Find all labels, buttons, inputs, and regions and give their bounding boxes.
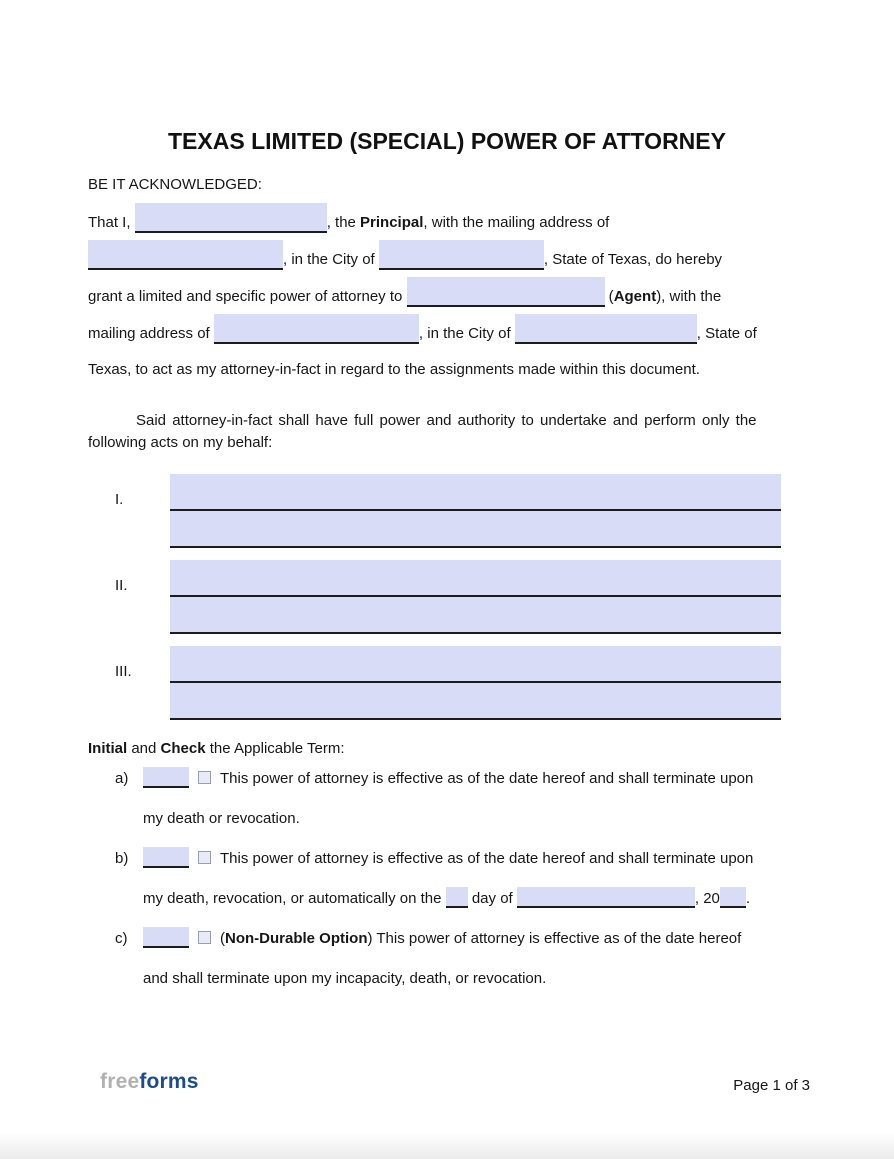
act-item <box>88 646 781 720</box>
term-label: a) <box>115 770 129 787</box>
act-fields <box>170 474 781 548</box>
intro-paragraph <box>88 203 828 388</box>
intro-line <box>88 277 828 314</box>
term-line <box>143 839 868 879</box>
term-c-checkbox[interactable] <box>198 931 211 944</box>
page-number: Page 1 of 3 <box>733 1077 810 1094</box>
term-b-initials-field[interactable] <box>143 847 189 868</box>
act-i-line-2-field[interactable] <box>170 511 781 548</box>
agent-name-field[interactable] <box>407 277 605 307</box>
agent-address-field[interactable] <box>214 314 419 344</box>
body-text: and shall terminate upon my incapacity, death, or revocation. <box>143 970 547 987</box>
page-bottom-edge <box>0 1133 894 1159</box>
term-b-year-field[interactable] <box>720 887 746 908</box>
term-content <box>143 919 868 999</box>
bold-text: Non-Durable Option <box>225 930 368 947</box>
acts-list <box>88 474 781 732</box>
body-text: Texas, to act as my attorney-in-fact in regard to the assignments made within this document. <box>88 361 700 378</box>
bold-text: Initial <box>88 740 128 757</box>
body-text: , in the City of <box>283 251 379 268</box>
logo-forms-text: forms <box>139 1070 199 1093</box>
body-text: , State of <box>696 325 757 342</box>
terms-list <box>88 759 868 999</box>
term-b-day-field[interactable] <box>446 887 468 908</box>
principal-name-field[interactable] <box>135 203 327 233</box>
body-text: mailing address of <box>88 325 214 342</box>
intro-line <box>88 314 828 351</box>
term-b-checkbox[interactable] <box>198 851 211 864</box>
acknowledgement-text: BE IT ACKNOWLEDGED: <box>88 176 262 193</box>
term-item-a <box>88 759 868 839</box>
intro-line <box>88 203 828 240</box>
bold-text: Agent <box>613 288 657 305</box>
body-text: . <box>745 890 751 907</box>
term-a-checkbox[interactable] <box>198 771 211 784</box>
term-line <box>143 879 868 919</box>
body-text: , the <box>326 214 361 231</box>
bold-text: Principal <box>360 214 424 231</box>
body-text: my death or revocation. <box>143 810 300 827</box>
agent-city-field[interactable] <box>515 314 697 344</box>
act-label: III. <box>115 663 132 680</box>
body-text: This power of attorney is effective as of the date hereof and shall terminate upon <box>220 770 754 787</box>
authority-line: following acts on my behalf: <box>88 434 273 451</box>
page-title: TEXAS LIMITED (SPECIAL) POWER OF ATTORNEY <box>168 128 726 154</box>
term-item-c <box>88 919 868 999</box>
body-text: ( <box>220 930 225 947</box>
act-ii-line-2-field[interactable] <box>170 597 781 634</box>
principal-city-field[interactable] <box>379 240 544 270</box>
act-item <box>88 474 781 548</box>
term-line <box>143 759 868 799</box>
authority-paragraph <box>88 410 788 454</box>
act-iii-line-1-field[interactable] <box>170 646 781 683</box>
body-text: and <box>127 740 161 757</box>
body-text: That I, <box>88 214 135 231</box>
term-b-month-field[interactable] <box>517 887 695 908</box>
act-ii-line-1-field[interactable] <box>170 560 781 597</box>
freeforms-logo <box>100 1070 199 1094</box>
term-line <box>143 919 868 959</box>
body-text: This power of attorney is effective as of the date hereof and shall terminate upon <box>220 850 754 867</box>
bold-text: Check <box>160 740 206 757</box>
term-label: c) <box>115 930 128 947</box>
act-iii-line-2-field[interactable] <box>170 683 781 720</box>
term-c-initials-field[interactable] <box>143 927 189 948</box>
term-label: b) <box>115 850 129 867</box>
terms-heading <box>88 740 345 757</box>
logo-free-text: free <box>100 1070 140 1093</box>
authority-line: Said attorney-in-fact shall have full power and authority to undertake and perform only the <box>136 412 757 429</box>
term-content <box>143 759 868 839</box>
term-line <box>143 959 868 999</box>
term-line <box>143 799 868 839</box>
body-text: ( <box>604 288 614 305</box>
act-i-line-1-field[interactable] <box>170 474 781 511</box>
body-text: ), with the <box>656 288 722 305</box>
body-text: the Applicable Term: <box>205 740 345 757</box>
body-text: , 20 <box>694 890 720 907</box>
term-item-b <box>88 839 868 919</box>
body-text: , in the City of <box>418 325 515 342</box>
act-label: I. <box>115 491 124 508</box>
intro-line <box>88 240 828 277</box>
intro-line <box>88 351 828 388</box>
term-a-initials-field[interactable] <box>143 767 189 788</box>
term-content <box>143 839 868 919</box>
principal-address-field[interactable] <box>88 240 283 270</box>
act-item <box>88 560 781 634</box>
body-text: grant a limited and specific power of attorney to <box>88 288 407 305</box>
act-label: II. <box>115 577 128 594</box>
body-text: day of <box>467 890 517 907</box>
body-text: , with the mailing address of <box>423 214 610 231</box>
body-text: my death, revocation, or automatically on the <box>143 890 446 907</box>
act-fields <box>170 560 781 634</box>
body-text: ) This power of attorney is effective as of the date hereof <box>367 930 742 947</box>
act-fields <box>170 646 781 720</box>
body-text: , State of Texas, do hereby <box>543 251 723 268</box>
